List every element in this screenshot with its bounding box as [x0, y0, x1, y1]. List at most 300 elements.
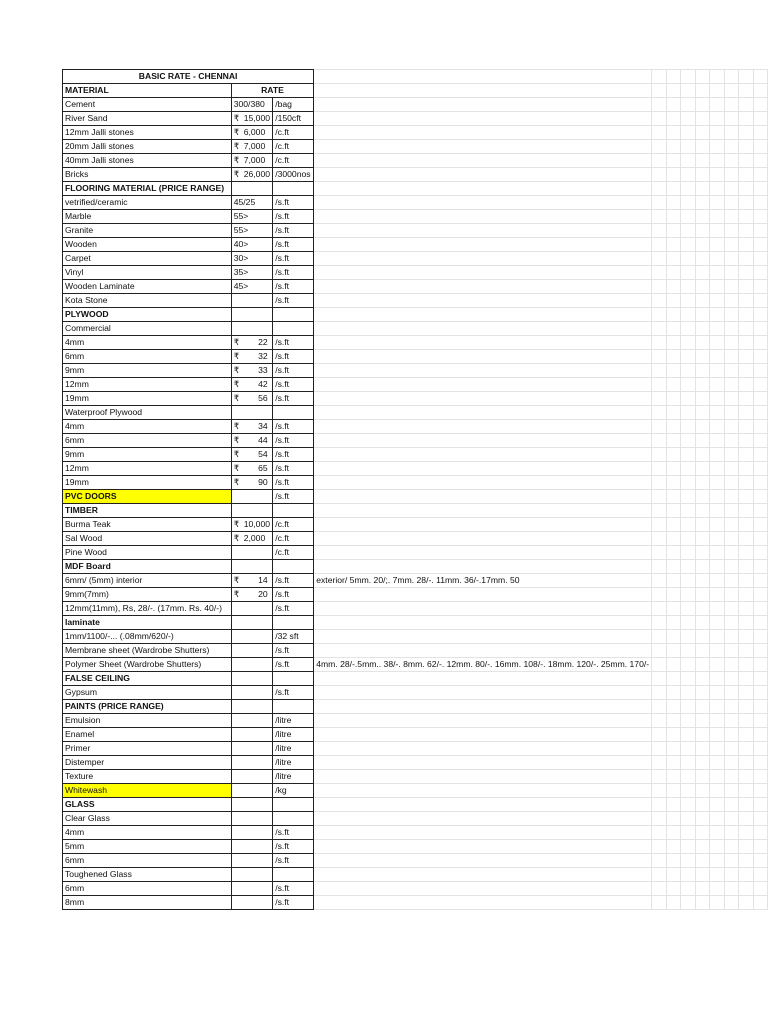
empty-cell[interactable]	[753, 140, 768, 154]
empty-cell[interactable]	[710, 196, 724, 210]
rate-value-cell[interactable]	[231, 168, 272, 182]
empty-cell[interactable]	[753, 448, 768, 462]
empty-cell[interactable]	[710, 644, 724, 658]
empty-cell[interactable]	[753, 420, 768, 434]
rate-value-cell[interactable]	[231, 546, 272, 560]
empty-cell[interactable]	[724, 70, 738, 84]
empty-cell[interactable]	[314, 742, 652, 756]
empty-cell[interactable]	[666, 672, 680, 686]
rate-unit-cell[interactable]: /litre	[273, 742, 314, 756]
empty-cell[interactable]	[681, 322, 695, 336]
empty-cell[interactable]	[652, 182, 666, 196]
empty-cell[interactable]	[681, 280, 695, 294]
empty-cell[interactable]	[681, 476, 695, 490]
empty-cell[interactable]	[695, 560, 709, 574]
empty-cell[interactable]	[314, 854, 652, 868]
empty-cell[interactable]	[724, 770, 738, 784]
material-cell[interactable]: Whitewash	[63, 784, 232, 798]
material-cell[interactable]: Marble	[63, 210, 232, 224]
empty-cell[interactable]	[314, 364, 652, 378]
empty-cell[interactable]	[681, 630, 695, 644]
empty-cell[interactable]	[753, 798, 768, 812]
rate-unit-cell[interactable]: /c.ft	[273, 546, 314, 560]
empty-cell[interactable]	[652, 364, 666, 378]
empty-cell[interactable]	[739, 378, 753, 392]
empty-cell[interactable]	[710, 658, 724, 672]
empty-cell[interactable]	[681, 756, 695, 770]
material-cell[interactable]: 12mm	[63, 378, 232, 392]
empty-cell[interactable]	[666, 238, 680, 252]
empty-cell[interactable]	[666, 126, 680, 140]
empty-cell[interactable]	[753, 546, 768, 560]
rate-unit-cell[interactable]	[273, 504, 314, 518]
empty-cell[interactable]	[314, 672, 652, 686]
rate-unit-cell[interactable]: /s.ft	[273, 266, 314, 280]
empty-cell[interactable]	[314, 784, 652, 798]
empty-cell[interactable]	[681, 644, 695, 658]
empty-cell[interactable]	[724, 602, 738, 616]
rate-value-cell[interactable]	[231, 854, 272, 868]
empty-cell[interactable]	[695, 518, 709, 532]
rate-unit-cell[interactable]	[273, 560, 314, 574]
rate-column-header[interactable]: RATE	[231, 84, 314, 98]
empty-cell[interactable]	[666, 756, 680, 770]
empty-cell[interactable]	[695, 602, 709, 616]
empty-cell[interactable]	[314, 238, 652, 252]
empty-cell[interactable]	[652, 882, 666, 896]
empty-cell[interactable]	[681, 238, 695, 252]
empty-cell[interactable]	[695, 686, 709, 700]
empty-cell[interactable]	[314, 882, 652, 896]
empty-cell[interactable]	[666, 266, 680, 280]
empty-cell[interactable]	[314, 210, 652, 224]
empty-cell[interactable]	[652, 280, 666, 294]
empty-cell[interactable]	[739, 728, 753, 742]
material-cell[interactable]: 4mm	[63, 420, 232, 434]
empty-cell[interactable]	[652, 378, 666, 392]
rate-unit-cell[interactable]: /s.ft	[273, 448, 314, 462]
empty-cell[interactable]	[739, 98, 753, 112]
rate-unit-cell[interactable]: /litre	[273, 714, 314, 728]
empty-cell[interactable]	[666, 686, 680, 700]
empty-cell[interactable]	[724, 364, 738, 378]
empty-cell[interactable]	[710, 392, 724, 406]
empty-cell[interactable]	[753, 364, 768, 378]
empty-cell[interactable]	[681, 98, 695, 112]
empty-cell[interactable]	[739, 546, 753, 560]
empty-cell[interactable]	[681, 448, 695, 462]
empty-cell[interactable]	[724, 504, 738, 518]
empty-cell[interactable]	[314, 196, 652, 210]
empty-cell[interactable]	[652, 672, 666, 686]
empty-cell[interactable]	[739, 182, 753, 196]
empty-cell[interactable]	[681, 658, 695, 672]
empty-cell[interactable]	[724, 294, 738, 308]
rate-unit-cell[interactable]: /s.ft	[273, 210, 314, 224]
rate-value-cell[interactable]	[231, 434, 272, 448]
material-cell[interactable]: River Sand	[63, 112, 232, 126]
empty-cell[interactable]	[753, 350, 768, 364]
empty-cell[interactable]	[314, 728, 652, 742]
empty-cell[interactable]	[753, 854, 768, 868]
empty-cell[interactable]	[724, 84, 738, 98]
empty-cell[interactable]	[710, 154, 724, 168]
empty-cell[interactable]	[695, 462, 709, 476]
empty-cell[interactable]	[695, 196, 709, 210]
rate-value-cell[interactable]	[231, 504, 272, 518]
empty-cell[interactable]	[314, 294, 652, 308]
empty-cell[interactable]	[681, 686, 695, 700]
empty-cell[interactable]	[739, 714, 753, 728]
empty-cell[interactable]	[695, 700, 709, 714]
empty-cell[interactable]	[652, 154, 666, 168]
empty-cell[interactable]	[739, 504, 753, 518]
empty-cell[interactable]	[314, 714, 652, 728]
empty-cell[interactable]	[739, 882, 753, 896]
empty-cell[interactable]	[666, 616, 680, 630]
material-cell[interactable]: Kota Stone	[63, 294, 232, 308]
empty-cell[interactable]	[695, 322, 709, 336]
empty-cell[interactable]	[753, 504, 768, 518]
empty-cell[interactable]	[739, 210, 753, 224]
material-cell[interactable]: Primer	[63, 742, 232, 756]
empty-cell[interactable]	[652, 98, 666, 112]
material-cell[interactable]: 20mm Jalli stones	[63, 140, 232, 154]
rate-unit-cell[interactable]: /litre	[273, 770, 314, 784]
empty-cell[interactable]	[724, 252, 738, 266]
empty-cell[interactable]	[753, 714, 768, 728]
empty-cell[interactable]	[739, 434, 753, 448]
empty-cell[interactable]	[695, 392, 709, 406]
material-cell[interactable]: Polymer Sheet (Wardrobe Shutters)	[63, 658, 232, 672]
empty-cell[interactable]	[710, 378, 724, 392]
section-header-cell[interactable]: laminate	[63, 616, 232, 630]
empty-cell[interactable]	[652, 476, 666, 490]
empty-cell[interactable]	[739, 448, 753, 462]
empty-cell[interactable]	[666, 532, 680, 546]
material-cell[interactable]: Wooden	[63, 238, 232, 252]
rate-unit-cell[interactable]: /s.ft	[273, 224, 314, 238]
material-cell[interactable]: Granite	[63, 224, 232, 238]
empty-cell[interactable]	[652, 616, 666, 630]
empty-cell[interactable]	[652, 448, 666, 462]
rate-unit-cell[interactable]: /s.ft	[273, 378, 314, 392]
empty-cell[interactable]	[710, 322, 724, 336]
empty-cell[interactable]	[710, 574, 724, 588]
empty-cell[interactable]	[652, 854, 666, 868]
empty-cell[interactable]	[681, 126, 695, 140]
empty-cell[interactable]	[681, 84, 695, 98]
empty-cell[interactable]	[314, 588, 652, 602]
empty-cell[interactable]	[652, 546, 666, 560]
rate-value-cell[interactable]	[231, 728, 272, 742]
empty-cell[interactable]	[666, 168, 680, 182]
empty-cell[interactable]	[710, 602, 724, 616]
rate-value-cell[interactable]	[231, 154, 272, 168]
empty-cell[interactable]	[681, 560, 695, 574]
empty-cell[interactable]	[724, 196, 738, 210]
empty-cell[interactable]	[710, 798, 724, 812]
empty-cell[interactable]	[666, 420, 680, 434]
empty-cell[interactable]	[753, 602, 768, 616]
empty-cell[interactable]	[739, 658, 753, 672]
empty-cell[interactable]	[739, 826, 753, 840]
empty-cell[interactable]	[724, 182, 738, 196]
empty-cell[interactable]	[724, 532, 738, 546]
rate-value-cell[interactable]	[231, 770, 272, 784]
material-cell[interactable]: 19mm	[63, 392, 232, 406]
empty-cell[interactable]	[681, 602, 695, 616]
empty-cell[interactable]	[695, 182, 709, 196]
empty-cell[interactable]	[652, 588, 666, 602]
rate-unit-cell[interactable]: /32 sft	[273, 630, 314, 644]
empty-cell[interactable]	[314, 868, 652, 882]
empty-cell[interactable]	[753, 434, 768, 448]
rate-unit-cell[interactable]: /150cft	[273, 112, 314, 126]
empty-cell[interactable]	[753, 322, 768, 336]
empty-cell[interactable]	[739, 784, 753, 798]
empty-cell[interactable]	[724, 280, 738, 294]
empty-cell[interactable]	[681, 784, 695, 798]
empty-cell[interactable]	[666, 868, 680, 882]
note-cell[interactable]: exterior/ 5mm. 20/;. 7mm. 28/-. 11mm. 36/-.17mm. 50	[314, 574, 652, 588]
empty-cell[interactable]	[724, 420, 738, 434]
empty-cell[interactable]	[652, 462, 666, 476]
material-cell[interactable]: 6mm	[63, 882, 232, 896]
empty-cell[interactable]	[652, 840, 666, 854]
rate-unit-cell[interactable]: /s.ft	[273, 882, 314, 896]
empty-cell[interactable]	[724, 742, 738, 756]
empty-cell[interactable]	[666, 700, 680, 714]
empty-cell[interactable]	[695, 658, 709, 672]
material-cell[interactable]: Cement	[63, 98, 232, 112]
rate-unit-cell[interactable]: /bag	[273, 98, 314, 112]
empty-cell[interactable]	[739, 672, 753, 686]
empty-cell[interactable]	[695, 896, 709, 910]
empty-cell[interactable]	[695, 798, 709, 812]
empty-cell[interactable]	[753, 266, 768, 280]
rate-unit-cell[interactable]: /s.ft	[273, 686, 314, 700]
rate-unit-cell[interactable]: /s.ft	[273, 252, 314, 266]
empty-cell[interactable]	[753, 476, 768, 490]
empty-cell[interactable]	[710, 252, 724, 266]
empty-cell[interactable]	[666, 448, 680, 462]
empty-cell[interactable]	[753, 392, 768, 406]
rate-value-cell[interactable]	[231, 406, 272, 420]
rate-value-cell[interactable]	[231, 602, 272, 616]
empty-cell[interactable]	[666, 546, 680, 560]
rate-unit-cell[interactable]: /s.ft	[273, 574, 314, 588]
empty-cell[interactable]	[314, 280, 652, 294]
empty-cell[interactable]	[753, 616, 768, 630]
empty-cell[interactable]	[681, 224, 695, 238]
material-cell[interactable]: 9mm(7mm)	[63, 588, 232, 602]
empty-cell[interactable]	[314, 616, 652, 630]
empty-cell[interactable]	[681, 196, 695, 210]
empty-cell[interactable]	[681, 896, 695, 910]
rate-unit-cell[interactable]: /s.ft	[273, 896, 314, 910]
empty-cell[interactable]	[739, 854, 753, 868]
empty-cell[interactable]	[681, 392, 695, 406]
empty-cell[interactable]	[666, 560, 680, 574]
rate-value-cell[interactable]	[231, 98, 272, 112]
empty-cell[interactable]	[724, 140, 738, 154]
rate-unit-cell[interactable]: /c.ft	[273, 532, 314, 546]
rate-unit-cell[interactable]: /s.ft	[273, 644, 314, 658]
empty-cell[interactable]	[724, 896, 738, 910]
empty-cell[interactable]	[652, 742, 666, 756]
empty-cell[interactable]	[314, 504, 652, 518]
empty-cell[interactable]	[739, 406, 753, 420]
empty-cell[interactable]	[753, 770, 768, 784]
rate-unit-cell[interactable]	[273, 182, 314, 196]
empty-cell[interactable]	[652, 210, 666, 224]
empty-cell[interactable]	[739, 812, 753, 826]
empty-cell[interactable]	[724, 336, 738, 350]
empty-cell[interactable]	[710, 672, 724, 686]
empty-cell[interactable]	[695, 98, 709, 112]
empty-cell[interactable]	[314, 84, 652, 98]
sheet-title[interactable]: BASIC RATE - CHENNAI	[63, 70, 314, 84]
empty-cell[interactable]	[652, 896, 666, 910]
empty-cell[interactable]	[724, 476, 738, 490]
empty-cell[interactable]	[681, 378, 695, 392]
empty-cell[interactable]	[753, 294, 768, 308]
empty-cell[interactable]	[739, 112, 753, 126]
material-cell[interactable]: 6mm/ (5mm) interior	[63, 574, 232, 588]
rate-value-cell[interactable]	[231, 574, 272, 588]
empty-cell[interactable]	[666, 364, 680, 378]
empty-cell[interactable]	[681, 350, 695, 364]
empty-cell[interactable]	[681, 168, 695, 182]
empty-cell[interactable]	[739, 196, 753, 210]
empty-cell[interactable]	[753, 518, 768, 532]
empty-cell[interactable]	[666, 728, 680, 742]
material-cell[interactable]: Distemper	[63, 756, 232, 770]
empty-cell[interactable]	[753, 728, 768, 742]
empty-cell[interactable]	[314, 266, 652, 280]
empty-cell[interactable]	[314, 770, 652, 784]
empty-cell[interactable]	[666, 406, 680, 420]
empty-cell[interactable]	[753, 574, 768, 588]
empty-cell[interactable]	[753, 112, 768, 126]
empty-cell[interactable]	[681, 532, 695, 546]
empty-cell[interactable]	[652, 266, 666, 280]
empty-cell[interactable]	[724, 434, 738, 448]
material-cell[interactable]: Waterproof Plywood	[63, 406, 232, 420]
empty-cell[interactable]	[652, 294, 666, 308]
empty-cell[interactable]	[710, 210, 724, 224]
rate-unit-cell[interactable]: /s.ft	[273, 602, 314, 616]
empty-cell[interactable]	[314, 546, 652, 560]
empty-cell[interactable]	[753, 308, 768, 322]
empty-cell[interactable]	[695, 350, 709, 364]
rate-value-cell[interactable]	[231, 742, 272, 756]
section-header-cell[interactable]: FALSE CEILING	[63, 672, 232, 686]
rate-unit-cell[interactable]: /s.ft	[273, 434, 314, 448]
rate-value-cell[interactable]	[231, 182, 272, 196]
empty-cell[interactable]	[695, 644, 709, 658]
empty-cell[interactable]	[666, 462, 680, 476]
empty-cell[interactable]	[753, 742, 768, 756]
empty-cell[interactable]	[681, 616, 695, 630]
empty-cell[interactable]	[681, 812, 695, 826]
empty-cell[interactable]	[666, 812, 680, 826]
rate-unit-cell[interactable]: /s.ft	[273, 840, 314, 854]
empty-cell[interactable]	[666, 518, 680, 532]
empty-cell[interactable]	[681, 770, 695, 784]
empty-cell[interactable]	[652, 784, 666, 798]
empty-cell[interactable]	[695, 504, 709, 518]
empty-cell[interactable]	[710, 420, 724, 434]
empty-cell[interactable]	[681, 798, 695, 812]
section-header-cell[interactable]: PVC DOORS	[63, 490, 232, 504]
empty-cell[interactable]	[666, 784, 680, 798]
empty-cell[interactable]	[681, 826, 695, 840]
empty-cell[interactable]	[753, 378, 768, 392]
empty-cell[interactable]	[695, 588, 709, 602]
rate-unit-cell[interactable]: /c.ft	[273, 154, 314, 168]
rate-unit-cell[interactable]: /s.ft	[273, 854, 314, 868]
rate-value-cell[interactable]	[231, 812, 272, 826]
rate-value-cell[interactable]	[231, 798, 272, 812]
empty-cell[interactable]	[314, 896, 652, 910]
empty-cell[interactable]	[739, 518, 753, 532]
empty-cell[interactable]	[753, 882, 768, 896]
empty-cell[interactable]	[652, 686, 666, 700]
empty-cell[interactable]	[724, 350, 738, 364]
rate-value-cell[interactable]	[231, 196, 272, 210]
rate-unit-cell[interactable]	[273, 616, 314, 630]
material-cell[interactable]: Gypsum	[63, 686, 232, 700]
empty-cell[interactable]	[681, 490, 695, 504]
empty-cell[interactable]	[666, 504, 680, 518]
rate-unit-cell[interactable]: /s.ft	[273, 462, 314, 476]
empty-cell[interactable]	[652, 574, 666, 588]
empty-cell[interactable]	[695, 882, 709, 896]
material-cell[interactable]: Toughened Glass	[63, 868, 232, 882]
material-cell[interactable]: vetrified/ceramic	[63, 196, 232, 210]
empty-cell[interactable]	[724, 462, 738, 476]
rate-unit-cell[interactable]: /s.ft	[273, 420, 314, 434]
empty-cell[interactable]	[710, 756, 724, 770]
empty-cell[interactable]	[695, 168, 709, 182]
empty-cell[interactable]	[695, 406, 709, 420]
empty-cell[interactable]	[666, 434, 680, 448]
empty-cell[interactable]	[695, 868, 709, 882]
empty-cell[interactable]	[666, 322, 680, 336]
empty-cell[interactable]	[753, 784, 768, 798]
empty-cell[interactable]	[695, 224, 709, 238]
empty-cell[interactable]	[710, 588, 724, 602]
rate-unit-cell[interactable]: /litre	[273, 756, 314, 770]
empty-cell[interactable]	[652, 140, 666, 154]
empty-cell[interactable]	[666, 182, 680, 196]
empty-cell[interactable]	[314, 168, 652, 182]
empty-cell[interactable]	[710, 868, 724, 882]
material-cell[interactable]: Carpet	[63, 252, 232, 266]
empty-cell[interactable]	[695, 630, 709, 644]
empty-cell[interactable]	[724, 210, 738, 224]
empty-cell[interactable]	[314, 112, 652, 126]
material-cell[interactable]: 6mm	[63, 434, 232, 448]
empty-cell[interactable]	[695, 728, 709, 742]
empty-cell[interactable]	[681, 420, 695, 434]
empty-cell[interactable]	[724, 224, 738, 238]
empty-cell[interactable]	[710, 112, 724, 126]
empty-cell[interactable]	[753, 812, 768, 826]
empty-cell[interactable]	[724, 686, 738, 700]
